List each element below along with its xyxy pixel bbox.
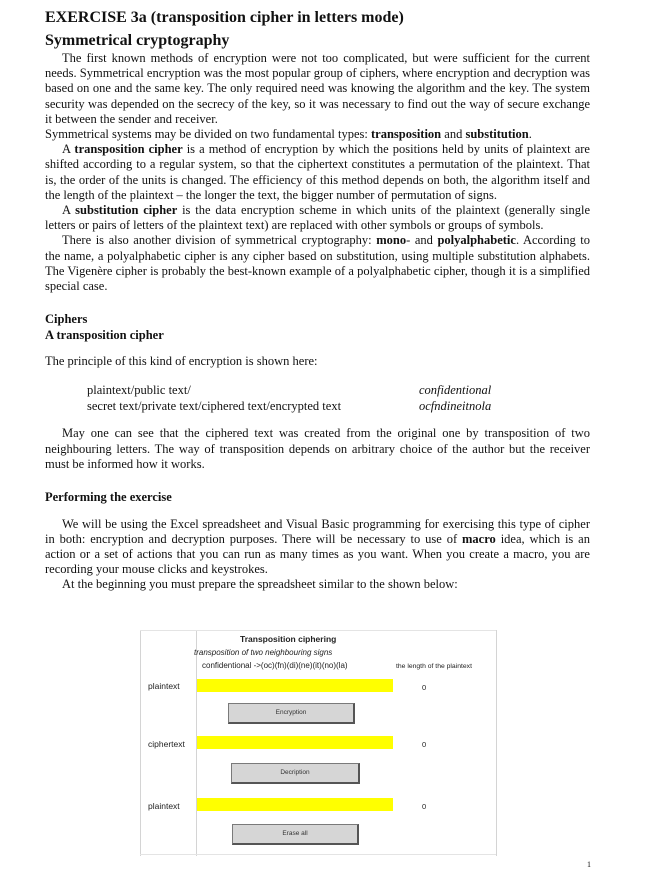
decrypted-length-value: 0 xyxy=(422,802,427,811)
principle-intro: The principle of this kind of encryption is shown here: xyxy=(45,354,318,369)
spreadsheet-figure xyxy=(140,630,496,856)
example-row xyxy=(87,399,495,415)
erase-all-button[interactable]: Erase all xyxy=(232,824,359,845)
encryption-button[interactable]: Encryption xyxy=(228,703,355,724)
ciphertext-label: ciphertext xyxy=(148,739,185,749)
page-title: EXERCISE 3a (transposition cipher in letters mode) xyxy=(45,9,404,26)
performing-heading: Performing the exercise xyxy=(45,490,172,505)
paragraph-2: Symmetrical systems may be divided on two fundamental types: transposition and substitution. xyxy=(45,127,532,142)
ciphers-heading: Ciphers xyxy=(45,312,88,327)
paragraph-4: A substitution cipher is the data encryption scheme in which units of the plaintext (generally single letters or pairs of letters of the plaintext text) are replaced with other symbols or groups of symbols. xyxy=(45,203,590,233)
prepare-paragraph: At the beginning you must prepare the spreadsheet similar to the shown below: xyxy=(62,577,458,592)
ciphertext-cell[interactable] xyxy=(197,736,393,749)
document-page xyxy=(45,8,590,593)
paragraph-5: There is also another division of symmetrical cryptography: mono- and polyalphabetic. According to the name, a polyalphabetic cipher is any cipher based on substitution, using multiple substitution alphabets. The Vigenère cipher is probably the best-known example of a polyalphabetic cipher, though it is a simplified special case. xyxy=(45,233,590,294)
plaintext-label: plaintext xyxy=(148,681,180,691)
plaintext-input-cell[interactable] xyxy=(197,679,393,692)
paragraph-after-example: May one can see that the ciphered text was created from the original one by transposition of two neighbouring letters. The way of transposition depends on arbitrary choice of the author but the receiver must be informed how it works. xyxy=(45,426,590,471)
page-number: 1 xyxy=(587,860,591,869)
sheet-code: confidentional ->(oc)(fn)(di)(ne)(it)(no)(la) xyxy=(202,661,348,670)
sheet-subtitle: transposition of two neighbouring signs xyxy=(194,648,333,657)
example-right: confidentional xyxy=(419,383,492,398)
transposition-cipher-heading: A transposition cipher xyxy=(45,327,164,342)
example-row xyxy=(87,383,495,399)
paragraph-1: The first known methods of encryption were not too complicated, but were sufficient for the current needs. Symmetrical encryption was the most popular group of ciphers, where encryption and decryption was based on one and the same key. The only required need was knowing the algorithm and the key. The system security was depended on the secrecy of the key, so it was necessary to find out the way of secure exchange it between the sender and receiver. xyxy=(45,51,590,126)
example-left: secret text/private text/ciphered text/encrypted text xyxy=(87,398,342,413)
example-table xyxy=(87,383,495,414)
ciphertext-length-value: 0 xyxy=(422,740,427,749)
plaintext-length-value: 0 xyxy=(422,683,427,692)
performing-paragraph: We will be using the Excel spreadsheet and Visual Basic programming for exercising this type of cipher in both: encryption and decryption purposes. There will be necessary to use of macro idea, which is an action or a set of actions that you can run as many times as you want. When you create a macro, you are recording your mouse clicks and keystrokes. xyxy=(45,516,590,577)
decrypted-plaintext-cell[interactable] xyxy=(197,798,393,811)
section-heading-symmetrical: Symmetrical cryptography xyxy=(45,32,230,49)
sheet-title: Transposition ciphering xyxy=(240,634,337,644)
paragraph-3: A transposition cipher is a method of encryption by which the positions held by units of plaintext are shifted according to a regular system, so that the ciphertext constitutes a permutation of the plaintext. That is, the order of the units is changed. The efficiency of this method depends on both, the algorithm itself and the length of the plaintext – the longer the text, the bigger number of permutation of signs. xyxy=(45,142,590,202)
decryption-button[interactable]: Decription xyxy=(231,763,360,784)
decrypted-plaintext-label: plaintext xyxy=(148,801,180,811)
example-right: ocfndineitnola xyxy=(419,398,492,413)
plaintext-length-label: the length of the plaintext xyxy=(396,663,472,670)
example-left: plaintext/public text/ xyxy=(87,383,191,398)
